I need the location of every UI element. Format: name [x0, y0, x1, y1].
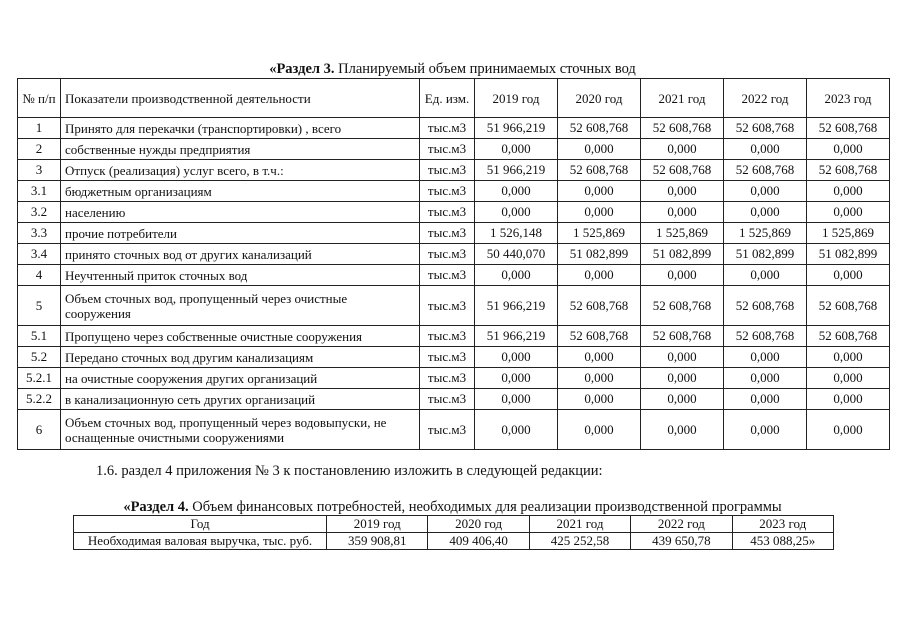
table-row: [18, 181, 890, 202]
value-cell: 439 650,78: [631, 533, 732, 550]
row-number: 5: [18, 286, 61, 326]
value-cell: 1 526,148: [475, 223, 558, 244]
value-cell: 1 525,869: [724, 223, 807, 244]
table-row: [18, 368, 890, 389]
header-indicator: Показатели производственной деятельности: [61, 79, 420, 118]
value-cell: 51 966,219: [475, 286, 558, 326]
value-cell: 52 608,768: [641, 326, 724, 347]
row-unit: тыс.м3: [420, 326, 475, 347]
value-cell: 0,000: [641, 410, 724, 450]
table-row: [18, 244, 890, 265]
section4-title: «Раздел 4. Объем финансовых потребностей, необходимых для реализации производственной программы: [123, 499, 782, 515]
value-cell: 51 082,899: [724, 244, 807, 265]
row-indicator: населению: [61, 202, 420, 223]
value-cell: 52 608,768: [558, 118, 641, 139]
row-indicator: Объем сточных вод, пропущенный через водовыпуски, не оснащенные очистными сооружениями: [61, 410, 420, 450]
value-cell: 0,000: [807, 389, 890, 410]
value-cell: 52 608,768: [724, 286, 807, 326]
row-indicator: Объем сточных вод, пропущенный через очистные сооружения: [61, 286, 420, 326]
header-year: 2019 год: [327, 516, 428, 533]
value-cell: 52 608,768: [807, 160, 890, 181]
value-cell: 0,000: [807, 202, 890, 223]
value-cell: 0,000: [475, 265, 558, 286]
row-label: Необходимая валовая выручка, тыс. руб.: [74, 533, 327, 550]
header-year: 2022 год: [631, 516, 732, 533]
value-cell: 0,000: [558, 410, 641, 450]
row-unit: тыс.м3: [420, 139, 475, 160]
row-number: 5.2: [18, 347, 61, 368]
row-unit: тыс.м3: [420, 410, 475, 450]
row-unit: тыс.м3: [420, 244, 475, 265]
header-year-label: Год: [74, 516, 327, 533]
value-cell: 425 252,58: [529, 533, 630, 550]
row-number: 2: [18, 139, 61, 160]
row-unit: тыс.м3: [420, 181, 475, 202]
row-indicator: бюджетным организациям: [61, 181, 420, 202]
table-row: [18, 389, 890, 410]
value-cell: 52 608,768: [807, 118, 890, 139]
row-indicator: собственные нужды предприятия: [61, 139, 420, 160]
value-cell: 51 082,899: [641, 244, 724, 265]
header-year: 2021 год: [529, 516, 630, 533]
row-number: 3.2: [18, 202, 61, 223]
value-cell: 0,000: [475, 347, 558, 368]
row-unit: тыс.м3: [420, 202, 475, 223]
value-cell: 0,000: [724, 347, 807, 368]
value-cell: 51 966,219: [475, 326, 558, 347]
value-cell: 52 608,768: [724, 326, 807, 347]
value-cell: 0,000: [641, 202, 724, 223]
value-cell: 409 406,40: [428, 533, 529, 550]
table-row: [18, 118, 890, 139]
header-year: 2023 год: [732, 516, 833, 533]
header-year: 2021 год: [641, 79, 724, 118]
row-indicator: Принято для перекачки (транспортировки) , всего: [61, 118, 420, 139]
row-unit: тыс.м3: [420, 265, 475, 286]
value-cell: 1 525,869: [558, 223, 641, 244]
row-indicator: Передано сточных вод другим канализациям: [61, 347, 420, 368]
header-year: 2020 год: [428, 516, 529, 533]
value-cell: 52 608,768: [724, 160, 807, 181]
value-cell: 0,000: [558, 181, 641, 202]
value-cell: 0,000: [724, 139, 807, 160]
row-number: 3.3: [18, 223, 61, 244]
row-unit: тыс.м3: [420, 286, 475, 326]
value-cell: 52 608,768: [641, 118, 724, 139]
row-indicator: на очистные сооружения других организаций: [61, 368, 420, 389]
table-body: [18, 118, 890, 450]
table-row: [74, 533, 834, 550]
value-cell: 0,000: [807, 368, 890, 389]
value-cell: 0,000: [807, 347, 890, 368]
value-cell: 0,000: [724, 389, 807, 410]
value-cell: 0,000: [641, 389, 724, 410]
value-cell: 0,000: [475, 181, 558, 202]
value-cell: 52 608,768: [641, 286, 724, 326]
row-number: 1: [18, 118, 61, 139]
table-row: [18, 202, 890, 223]
row-unit: тыс.м3: [420, 389, 475, 410]
row-indicator: Отпуск (реализация) услуг всего, в т.ч.:: [61, 160, 420, 181]
table-row: [18, 347, 890, 368]
amendment-paragraph: 1.6. раздел 4 приложения № 3 к постановлению изложить в следующей редакции:: [96, 463, 603, 479]
value-cell: 52 608,768: [558, 286, 641, 326]
row-number: 3.1: [18, 181, 61, 202]
value-cell: 0,000: [558, 347, 641, 368]
value-cell: 0,000: [475, 368, 558, 389]
header-year: 2023 год: [807, 79, 890, 118]
value-cell: 1 525,869: [807, 223, 890, 244]
value-cell: 0,000: [641, 139, 724, 160]
section3-title: «Раздел 3. Планируемый объем принимаемых сточных вод: [269, 61, 636, 77]
value-cell: 0,000: [807, 139, 890, 160]
row-number: 3: [18, 160, 61, 181]
table-row: [18, 160, 890, 181]
value-cell: 0,000: [558, 389, 641, 410]
row-indicator: в канализационную сеть других организаций: [61, 389, 420, 410]
value-cell: 50 440,070: [475, 244, 558, 265]
financial-needs-table: [73, 515, 834, 550]
row-unit: тыс.м3: [420, 368, 475, 389]
header-year: 2022 год: [724, 79, 807, 118]
value-cell: 1 525,869: [641, 223, 724, 244]
value-cell: 0,000: [558, 265, 641, 286]
value-cell: 0,000: [475, 139, 558, 160]
row-unit: тыс.м3: [420, 118, 475, 139]
value-cell: 359 908,81: [327, 533, 428, 550]
value-cell: 0,000: [475, 410, 558, 450]
water-volume-table: [17, 78, 890, 450]
value-cell: 52 608,768: [724, 118, 807, 139]
value-cell: 0,000: [475, 202, 558, 223]
table-row: [18, 265, 890, 286]
value-cell: 0,000: [558, 202, 641, 223]
value-cell: 0,000: [475, 389, 558, 410]
value-cell: 0,000: [724, 368, 807, 389]
value-cell: 0,000: [641, 181, 724, 202]
row-indicator: Пропущено через собственные очистные сооружения: [61, 326, 420, 347]
row-number: 5.1: [18, 326, 61, 347]
value-cell: 0,000: [724, 202, 807, 223]
header-unit: Ед. изм.: [420, 79, 475, 118]
value-cell: 52 608,768: [807, 326, 890, 347]
value-cell: 0,000: [807, 410, 890, 450]
row-number: 6: [18, 410, 61, 450]
row-indicator: Неучтенный приток сточных вод: [61, 265, 420, 286]
table-header-row: [74, 516, 834, 533]
value-cell: 453 088,25»: [732, 533, 833, 550]
table-row: [18, 223, 890, 244]
value-cell: 51 966,219: [475, 160, 558, 181]
value-cell: 0,000: [558, 139, 641, 160]
header-year: 2020 год: [558, 79, 641, 118]
table-header-row: [18, 79, 890, 118]
row-number: 5.2.2: [18, 389, 61, 410]
table-row: [18, 410, 890, 450]
value-cell: 52 608,768: [558, 160, 641, 181]
table-row: [18, 286, 890, 326]
row-indicator: прочие потребители: [61, 223, 420, 244]
value-cell: 0,000: [558, 368, 641, 389]
value-cell: 0,000: [641, 368, 724, 389]
header-year: 2019 год: [475, 79, 558, 118]
row-number: 5.2.1: [18, 368, 61, 389]
table-row: [18, 326, 890, 347]
row-indicator: принято сточных вод от других канализаций: [61, 244, 420, 265]
header-no: № п/п: [18, 79, 61, 118]
table-row: [18, 139, 890, 160]
row-number: 4: [18, 265, 61, 286]
value-cell: 0,000: [807, 181, 890, 202]
value-cell: 0,000: [807, 265, 890, 286]
value-cell: 0,000: [724, 181, 807, 202]
row-unit: тыс.м3: [420, 160, 475, 181]
value-cell: 0,000: [724, 265, 807, 286]
row-unit: тыс.м3: [420, 223, 475, 244]
value-cell: 51 082,899: [558, 244, 641, 265]
row-number: 3.4: [18, 244, 61, 265]
value-cell: 0,000: [641, 265, 724, 286]
value-cell: 51 082,899: [807, 244, 890, 265]
value-cell: 52 608,768: [558, 326, 641, 347]
value-cell: 51 966,219: [475, 118, 558, 139]
value-cell: 52 608,768: [641, 160, 724, 181]
value-cell: 0,000: [641, 347, 724, 368]
value-cell: 52 608,768: [807, 286, 890, 326]
row-unit: тыс.м3: [420, 347, 475, 368]
value-cell: 0,000: [724, 410, 807, 450]
